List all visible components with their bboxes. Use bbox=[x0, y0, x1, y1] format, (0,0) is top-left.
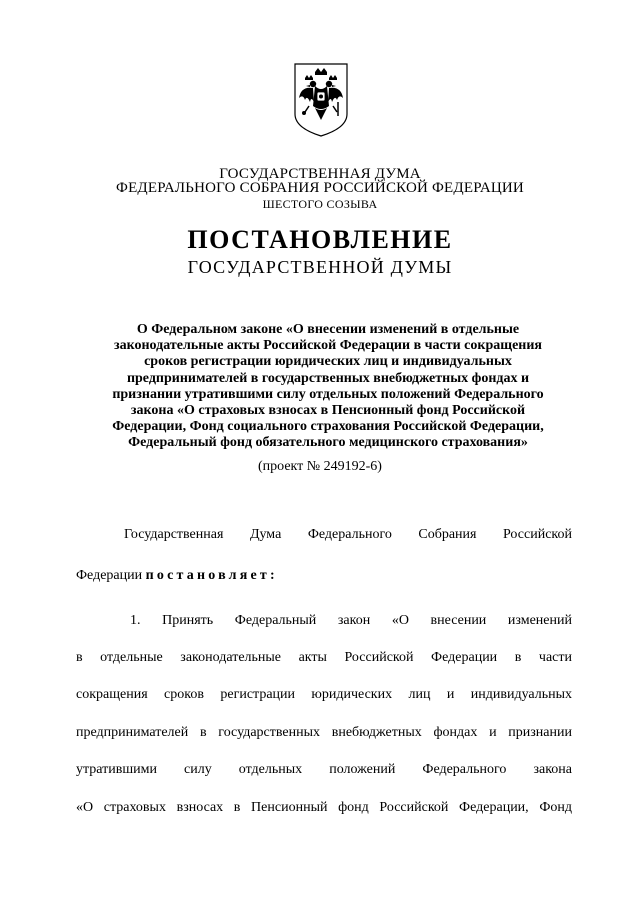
convocation-label: ШЕСТОГО СОЗЫВА bbox=[262, 197, 378, 211]
subject-line: признании утратившими силу отдельных положений Федерального bbox=[112, 386, 544, 402]
item1-line bbox=[76, 613, 572, 629]
organization-name-line1: ГОСУДАРСТВЕННАЯ ДУМА bbox=[219, 166, 421, 182]
item1-line: «О страховых взносах в Пенсионный фонд Российской Федерации, Фонд bbox=[76, 800, 572, 815]
item1-line: предпринимателей в государственных внебюджетных фондах и признании bbox=[76, 725, 572, 740]
item1-line: утратившими силу отдельных положений Федерального закона bbox=[76, 762, 572, 777]
subject-line: О Федеральном законе «О внесении изменений в отдельные bbox=[136, 322, 520, 337]
subject-line: Федерации, Фонд социального страхования Российской Федерации, bbox=[112, 419, 544, 435]
organization-name-line2: ФЕДЕРАЛЬНОГО СОБРАНИЯ РОССИЙСКОЙ ФЕДЕРАЦИИ bbox=[116, 180, 524, 196]
intro-text-start: Федерации bbox=[76, 568, 143, 583]
document-type-title: ПОСТАНОВЛЕНИЕ bbox=[187, 225, 453, 254]
project-number: (проект № 249192-6) bbox=[258, 459, 382, 474]
subject-line: закона «О страховых взносах в Пенсионный фонд Российской bbox=[130, 403, 526, 419]
intro-paragraph-line1 bbox=[76, 527, 572, 543]
item1-line: в отдельные законодательные акты Российской Федерации в части bbox=[76, 650, 572, 665]
document-subject bbox=[78, 322, 578, 452]
intro-text: Государственная Дума Федерального Собрания Российской bbox=[124, 527, 572, 542]
item1-text: 1. Принять Федеральный закон «О внесении изменений bbox=[130, 613, 572, 628]
coat-of-arms-emblem bbox=[291, 62, 351, 138]
subject-line: Федеральный фонд обязательного медицинского страхования» bbox=[128, 435, 528, 451]
subject-line: предпринимателей в государственных внебюджетных фондах и bbox=[126, 370, 530, 386]
intro-paragraph-line2 bbox=[76, 568, 572, 584]
item1-line: сокращения сроков регистрации юридических лиц и индивидуальных bbox=[76, 687, 572, 702]
subject-line: законодательные акты Российской Федерации в части сокращения bbox=[113, 338, 542, 354]
resolution-verb: постановляет: bbox=[145, 568, 278, 583]
subject-line: сроков регистрации юридических лиц и индивидуальных bbox=[144, 354, 512, 370]
document-type-subtitle: ГОСУДАРСТВЕННОЙ ДУМЫ bbox=[187, 257, 453, 277]
